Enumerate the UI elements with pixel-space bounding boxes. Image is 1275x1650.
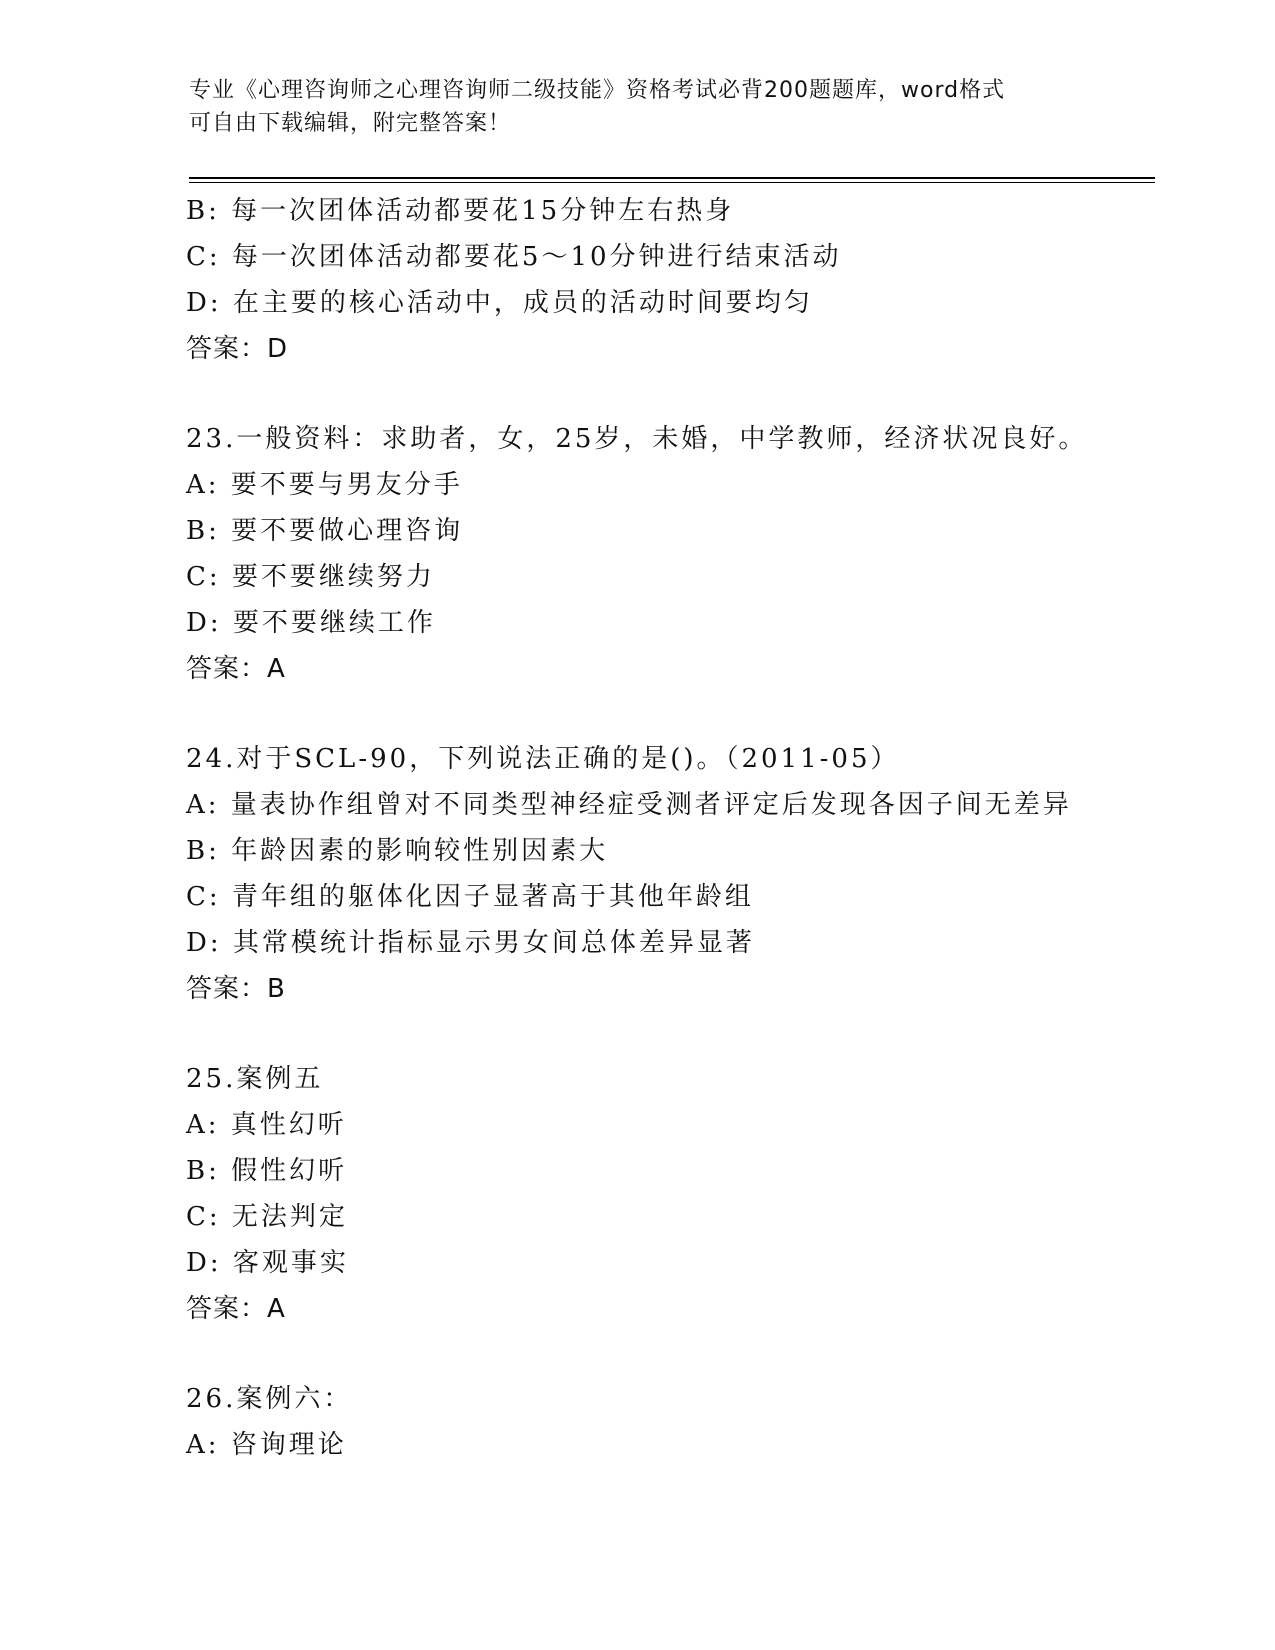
option-b: B: 要不要做心理咨询 — [186, 516, 464, 546]
question-stem: 24.对于SCL-90，下列说法正确的是()。（2011-05） — [186, 744, 900, 774]
option-d: D: 在主要的核心活动中，成员的活动时间要均匀 — [186, 288, 813, 318]
option-c: C: 青年组的躯体化因子显著高于其他年龄组 — [186, 882, 754, 912]
answer-line: 答案：D — [186, 334, 289, 364]
option-d: D: 要不要继续工作 — [186, 608, 436, 638]
option-c: C: 要不要继续努力 — [186, 562, 435, 592]
option-b: B: 年龄因素的影响较性别因素大 — [186, 836, 609, 866]
option-b: B: 每一次团体活动都要花15分钟左右热身 — [186, 196, 735, 226]
answer-line: 答案：A — [186, 654, 286, 684]
header-line-1: 专业《心理咨询师之心理咨询师二级技能》资格考试必背200题题库，word格式 — [189, 78, 1006, 103]
option-c: C: 每一次团体活动都要花5～10分钟进行结束活动 — [186, 242, 842, 272]
option-d: D: 客观事实 — [186, 1248, 349, 1278]
option-a: A: 真性幻听 — [186, 1110, 347, 1140]
question-block-prev — [186, 188, 1146, 372]
page-header — [189, 74, 1069, 140]
option-a: A: 要不要与男友分手 — [186, 470, 463, 500]
option-a: A: 量表协作组曾对不同类型神经症受测者评定后发现各因子间无差异 — [186, 790, 1072, 820]
header-line-2: 可自由下载编辑，附完整答案！ — [189, 111, 512, 136]
question-stem: 26.案例六： — [186, 1384, 353, 1414]
spacer — [186, 1012, 1146, 1056]
spacer — [186, 1332, 1146, 1376]
spacer — [186, 372, 1146, 416]
header-divider-thin — [189, 182, 1155, 183]
question-block-26 — [186, 1376, 1146, 1468]
answer-line: 答案：B — [186, 974, 286, 1004]
answer-line: 答案：A — [186, 1294, 286, 1324]
header-divider-thick — [189, 177, 1155, 179]
spacer — [186, 692, 1146, 736]
option-d: D: 其常模统计指标显示男女间总体差异显著 — [186, 928, 755, 958]
option-b: B: 假性幻听 — [186, 1156, 348, 1186]
question-block-24 — [186, 736, 1146, 1012]
question-block-25 — [186, 1056, 1146, 1332]
option-c: C: 无法判定 — [186, 1202, 348, 1232]
question-stem: 23.一般资料：求助者，女，25岁，未婚，中学教师，经济状况良好。 — [186, 424, 1088, 454]
question-list — [186, 188, 1146, 1468]
question-block-23 — [186, 416, 1146, 692]
option-a: A: 咨询理论 — [186, 1430, 347, 1460]
question-stem: 25.案例五 — [186, 1064, 324, 1094]
